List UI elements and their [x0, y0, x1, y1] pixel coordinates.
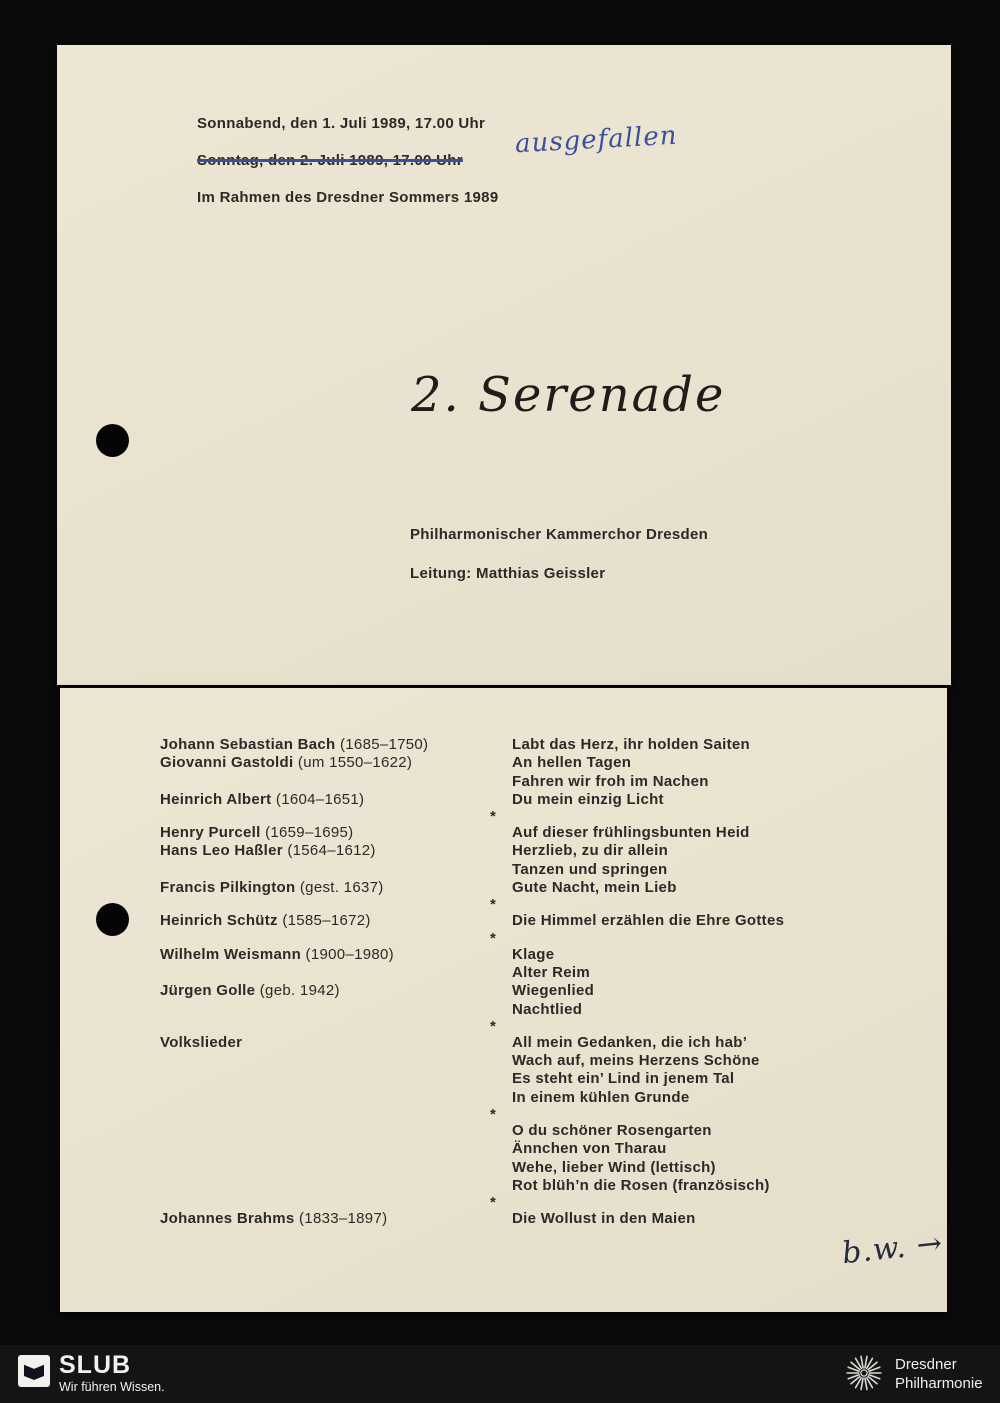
work-title: Auf dieser frühlingsbunten Heid	[512, 824, 750, 842]
hole-punch-top	[96, 424, 129, 457]
program-row	[160, 1001, 930, 1019]
composer-dates: (1604–1651)	[271, 790, 365, 808]
composer-dates: (1564–1612)	[282, 842, 376, 860]
slub-tagline: Wir führen Wissen.	[59, 1380, 165, 1394]
program-row	[160, 1159, 930, 1177]
work-title: Gute Nacht, mein Lieb	[512, 879, 677, 897]
footer-bar	[0, 1345, 1000, 1403]
slub-text	[59, 1352, 165, 1394]
composer-cell	[160, 1140, 512, 1158]
composer-dates: (1833–1897)	[294, 1210, 388, 1228]
work-title: Klage	[512, 945, 555, 963]
program-separator	[160, 1019, 930, 1034]
performers-block	[410, 515, 708, 593]
composer-cell	[160, 964, 512, 982]
program-sheet-front	[57, 45, 951, 685]
handwritten-bw-note: b.w. →	[840, 1225, 945, 1272]
program-row	[160, 964, 930, 982]
work-title: Wach auf, meins Herzens Schöne	[512, 1052, 760, 1070]
program-row	[160, 982, 930, 1000]
separator-cell	[490, 896, 930, 914]
date-block	[197, 105, 498, 216]
composer-cell	[160, 1210, 512, 1228]
date-line: Sonnabend, den 1. Juli 1989, 17.00 Uhr	[197, 115, 486, 132]
composer-cell	[160, 1122, 512, 1140]
composer-name: Heinrich Albert	[160, 790, 272, 808]
program-separator	[160, 809, 930, 824]
program-rows	[160, 736, 930, 1229]
composer-dates: (1685–1750)	[335, 736, 429, 753]
slub-book-icon	[18, 1355, 50, 1387]
program-row	[160, 1140, 930, 1158]
slub-logo	[18, 1352, 165, 1394]
program-row	[160, 946, 930, 964]
program-separator	[160, 897, 930, 912]
composer-dates: (um 1550–1622)	[293, 754, 413, 772]
composer-cell	[160, 861, 512, 879]
context-line: Im Rahmen des Dresdner Sommers 1989	[197, 189, 499, 206]
work-title: Wiegenlied	[512, 982, 595, 1000]
separator-asterisk: *	[490, 808, 497, 826]
program-row	[160, 1052, 930, 1070]
composer-cell	[160, 982, 512, 1000]
work-title: Rot blüh’n die Rosen (französisch)	[512, 1176, 770, 1194]
composer-cell	[160, 1070, 512, 1088]
composer-name: Johannes Brahms	[160, 1210, 295, 1228]
work-title: Du mein einzig Licht	[512, 790, 664, 808]
composer-cell	[160, 1001, 512, 1019]
separator-cell	[490, 1017, 930, 1035]
composer-name: Francis Pilkington	[160, 879, 296, 897]
work-title: Die Wollust in den Maien	[512, 1210, 696, 1228]
composer-name: Heinrich Schütz	[160, 912, 278, 930]
separator-asterisk: *	[490, 1106, 497, 1124]
work-title: O du schöner Rosengarten	[512, 1122, 712, 1140]
partner-text	[895, 1355, 983, 1393]
program-row	[160, 1034, 930, 1052]
composer-name: Henry Purcell	[160, 824, 261, 842]
composer-dates: (geb. 1942)	[255, 982, 340, 1000]
work-title: Nachtlied	[512, 1000, 583, 1018]
struck-date: Sonntag, den 2. Juli 1989, 17.00 Uhr	[197, 152, 463, 169]
work-title: Alter Reim	[512, 963, 591, 981]
program-row	[160, 754, 930, 772]
work-title: Herzlieb, zu dir allein	[512, 842, 669, 860]
partner-line1: Dresdner	[895, 1356, 957, 1373]
separator-cell	[490, 929, 930, 947]
work-title: Tanzen und springen	[512, 860, 668, 878]
program-row	[160, 1210, 930, 1228]
program-row	[160, 773, 930, 791]
composer-dates: (1585–1672)	[277, 912, 371, 930]
work-title: In einem kühlen Grunde	[512, 1088, 690, 1106]
concert-title: 2. Serenade	[411, 367, 726, 423]
separator-cell	[490, 1194, 930, 1212]
program-row	[160, 912, 930, 930]
program-row	[160, 1122, 930, 1140]
composer-cell	[160, 791, 512, 809]
composer-cell	[160, 773, 512, 791]
program-row	[160, 842, 930, 860]
ensemble-name: Philharmonischer Kammerchor Dresden	[410, 526, 709, 543]
composer-dates: (1900–1980)	[301, 945, 394, 963]
separator-asterisk: *	[490, 896, 497, 914]
composer-cell	[160, 946, 512, 964]
program-separator	[160, 1107, 930, 1122]
composer-name: Volkslieder	[160, 1033, 243, 1051]
composer-cell	[160, 1177, 512, 1195]
separator-asterisk: *	[490, 929, 497, 947]
program-row	[160, 824, 930, 842]
work-title: Labt das Herz, ihr holden Saiten	[512, 736, 750, 753]
work-title: An hellen Tagen	[512, 754, 632, 772]
hole-punch-bottom	[96, 903, 129, 936]
composer-name: Giovanni Gastoldi	[160, 754, 294, 772]
composer-dates: (gest. 1637)	[295, 879, 384, 897]
composer-cell	[160, 824, 512, 842]
work-title: All mein Gedanken, die ich hab’	[512, 1033, 748, 1051]
work-title: Es steht ein’ Lind in jenem Tal	[512, 1070, 735, 1088]
separator-asterisk: *	[490, 1194, 497, 1212]
work-title: Fahren wir froh im Nachen	[512, 772, 709, 790]
work-title: Wehe, lieber Wind (lettisch)	[512, 1158, 716, 1176]
composer-cell	[160, 1159, 512, 1177]
composer-cell	[160, 912, 512, 930]
program-row	[160, 736, 930, 754]
date-line-cancelled	[197, 142, 498, 179]
program-sheet-list	[60, 688, 947, 1312]
program-separator	[160, 1195, 930, 1210]
composer-name: Wilhelm Weismann	[160, 945, 302, 963]
composer-name: Jürgen Golle	[160, 982, 256, 1000]
program-separator	[160, 931, 930, 946]
separator-cell	[490, 808, 930, 826]
program-row	[160, 1177, 930, 1195]
program-row	[160, 1070, 930, 1088]
slub-name: SLUB	[59, 1351, 132, 1379]
composer-cell	[160, 1089, 512, 1107]
handwritten-cancellation: ausgefallen	[514, 120, 679, 160]
composer-cell	[160, 897, 512, 912]
work-title: Ännchen von Tharau	[512, 1140, 667, 1158]
program-row	[160, 1089, 930, 1107]
conductor-line: Leitung: Matthias Geissler	[410, 565, 606, 582]
composer-dates: (1659–1695)	[260, 824, 354, 842]
composer-cell	[160, 1195, 512, 1210]
dresdner-philharmonie-logo	[845, 1354, 983, 1393]
composer-cell	[160, 1107, 512, 1122]
separator-asterisk: *	[490, 1017, 497, 1035]
composer-cell	[160, 1034, 512, 1052]
partner-line2: Philharmonie	[895, 1375, 983, 1392]
composer-cell	[160, 736, 512, 754]
starburst-icon	[845, 1354, 883, 1392]
program-row	[160, 791, 930, 809]
composer-cell	[160, 842, 512, 860]
work-title: Die Himmel erzählen die Ehre Gottes	[512, 912, 785, 930]
composer-cell	[160, 879, 512, 897]
composer-cell	[160, 1052, 512, 1070]
program-row	[160, 879, 930, 897]
program-row	[160, 861, 930, 879]
composer-cell	[160, 931, 512, 946]
composer-cell	[160, 809, 512, 824]
composer-name: Hans Leo Haßler	[160, 842, 283, 860]
composer-cell	[160, 1019, 512, 1034]
separator-cell	[490, 1106, 930, 1124]
composer-cell	[160, 754, 512, 772]
composer-name: Johann Sebastian Bach	[160, 736, 336, 753]
